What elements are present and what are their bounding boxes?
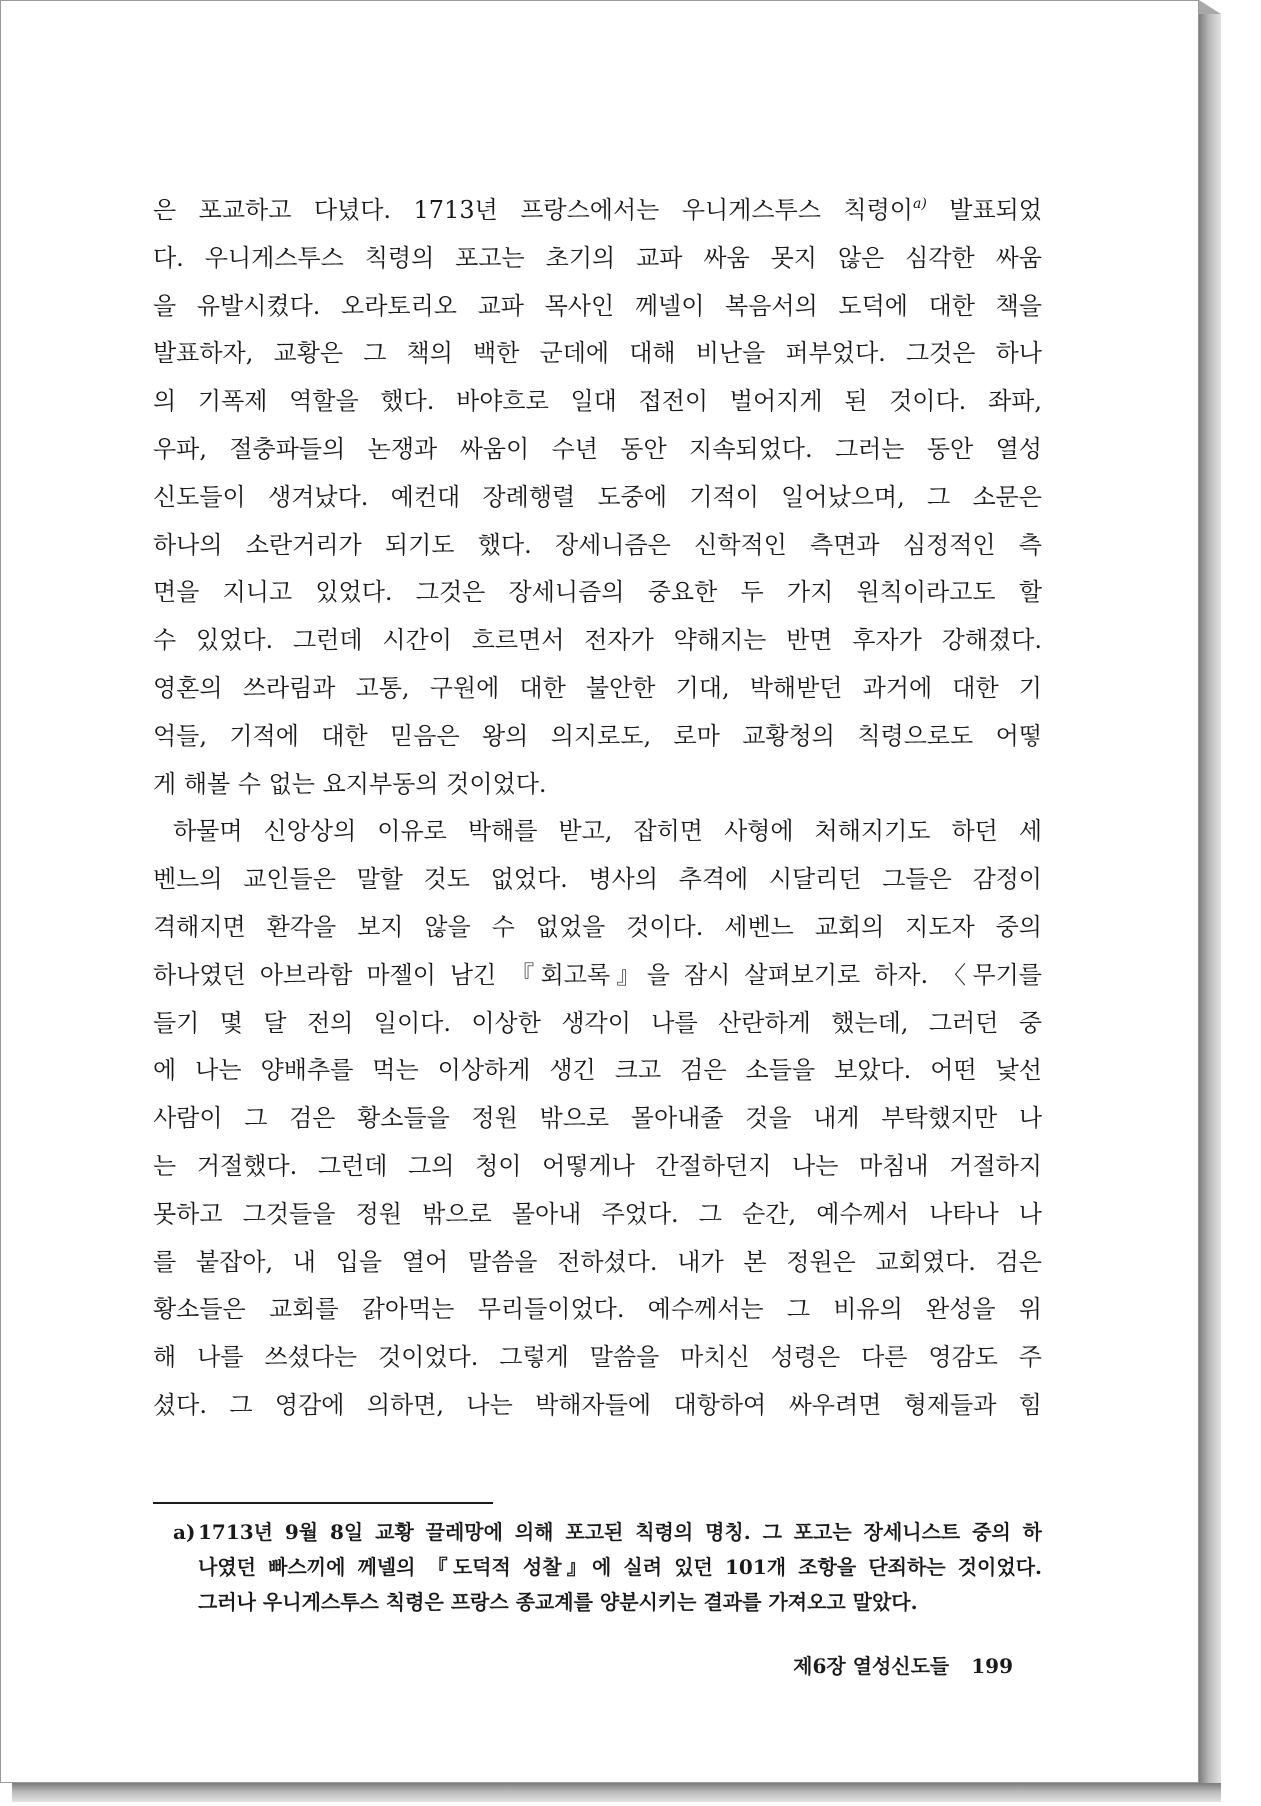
page-number: 199	[971, 1654, 1013, 1678]
body-line: 억들, 기적에 대한 믿음은 왕의 의지로도, 로마 교황청의 칙령으로도 어떻	[153, 721, 1042, 750]
footnote	[173, 1515, 1042, 1620]
body-line: 못하고 그것들을 정원 밖으로 몰아내 주었다. 그 순간, 예수께서 나타나 나	[153, 1199, 1042, 1228]
page-edge-right	[1199, 14, 1221, 1802]
footnote-line-text: 나였던 빠스끼에 께넬의 『도덕적 성찰』에 실려 있던 101개 조항을 단죄하는 것이었다.	[198, 1555, 1042, 1579]
body-line-paragraph-end: 게 해볼 수 없는 요지부동의 것이었다.	[153, 769, 547, 798]
footnote-line-text: 그러나 우니게스투스 칙령은 프랑스 종교계를 양분시키는 결과를 가져오고 말았다.	[198, 1590, 918, 1614]
body-line: 는 거절했다. 그런데 그의 청이 어떻게나 간절하던지 나는 마침내 거절하지	[153, 1151, 1042, 1180]
body-line-text: 발표되었	[926, 196, 1042, 224]
body-line: 셨다. 그 영감에 의하면, 나는 박해자들에 대항하여 싸우려면 형제들과 힘	[153, 1390, 1042, 1419]
footnote-line	[198, 1585, 1042, 1620]
footnote-reference: a)	[912, 196, 927, 212]
body-line: 면을 지니고 있었다. 그것은 장세니즘의 중요한 두 가지 원칙이라고도 할	[153, 578, 1042, 607]
body-line: 벤느의 교인들은 말할 것도 없었다. 병사의 추격에 시달리던 그들은 감정이	[153, 865, 1042, 894]
body-line: 하나였던 아브라함 마젤이 남긴 『회고록』을 잠시 살펴보기로 하자. 〈무기를	[153, 960, 1042, 989]
body-line: 격해지면 환각을 보지 않을 수 없었을 것이다. 세벤느 교회의 지도자 중의	[153, 912, 1042, 941]
body-line: 우파, 절충파들의 논쟁과 싸움이 수년 동안 지속되었다. 그러는 동안 열성	[153, 434, 1042, 463]
body-line: 발표하자, 교황은 그 책의 백한 군데에 대해 비난을 퍼부었다. 그것은 하나	[153, 339, 1042, 368]
running-footer	[793, 1648, 1013, 1684]
body-line: 의 기폭제 역할을 했다. 바야흐로 일대 접전이 벌어지게 된 것이다. 좌파,	[153, 387, 1042, 416]
body-line: 사람이 그 검은 황소들을 정원 밖으로 몰아내줄 것을 내게 부탁했지만 나	[153, 1104, 1042, 1133]
body-line: 을 유발시켰다. 오라토리오 교파 목사인 께넬이 복음서의 도덕에 대한 책을	[153, 291, 1042, 320]
footnote-line	[198, 1550, 1042, 1585]
body-line: 수 있었다. 그런데 시간이 흐르면서 전자가 약해지는 반면 후자가 강해졌다.	[153, 626, 1042, 655]
body-line: 황소들은 교회를 갉아먹는 무리들이었다. 예수께서는 그 비유의 완성을 위	[153, 1295, 1042, 1324]
footnote-line	[173, 1515, 1042, 1550]
footnote-marker: a)	[173, 1520, 196, 1544]
body-line: 들기 몇 달 전의 일이다. 이상한 생각이 나를 산란하게 했는데, 그러던 중	[153, 1008, 1042, 1037]
body-line: 해 나를 쓰셨다는 것이었다. 그렇게 말씀을 마치신 성령은 다른 영감도 주	[153, 1343, 1042, 1372]
footnote-line-text: 1713년 9월 8일 교황 끌레망에 의해 포고된 칙령의 명칭. 그 포고는 장세니스트 중의 하	[198, 1520, 1042, 1544]
body-line: 를 붙잡아, 내 입을 열어 말씀을 전하셨다. 내가 본 정원은 교회였다. 검은	[153, 1247, 1042, 1276]
body-line: 신도들이 생겨났다. 예컨대 장례행렬 도중에 기적이 일어났으며, 그 소문은	[153, 482, 1042, 511]
body-line: 다. 우니게스투스 칙령의 포고는 초기의 교파 싸움 못지 않은 심각한 싸움	[153, 243, 1042, 272]
chapter-title: 제6장 열성신도들	[793, 1654, 950, 1678]
body-line: 에 나는 양배추를 먹는 이상하게 생긴 크고 검은 소들을 보았다. 어떤 낯선	[153, 1056, 1042, 1085]
page-edge-bottom	[12, 1783, 1221, 1802]
body-line: 하나의 소란거리가 되기도 했다. 장세니즘은 신학적인 측면과 심정적인 측	[153, 530, 1042, 559]
body-line-paragraph-start: 하물며 신앙상의 이유로 박해를 받고, 잡히면 사형에 처해지기도 하던 세	[173, 817, 1042, 846]
body-line-text: 은 포교하고 다녔다. 1713년 프랑스에서는 우니게스투스 칙령이	[153, 196, 913, 224]
page-corner-fold	[1199, 0, 1221, 14]
footnote-divider	[153, 1502, 493, 1504]
body-line	[153, 187, 1042, 235]
body-text	[153, 187, 1042, 1430]
body-line: 영혼의 쓰라림과 고통, 구원에 대한 불안한 기대, 박해받던 과거에 대한 기	[153, 673, 1042, 702]
